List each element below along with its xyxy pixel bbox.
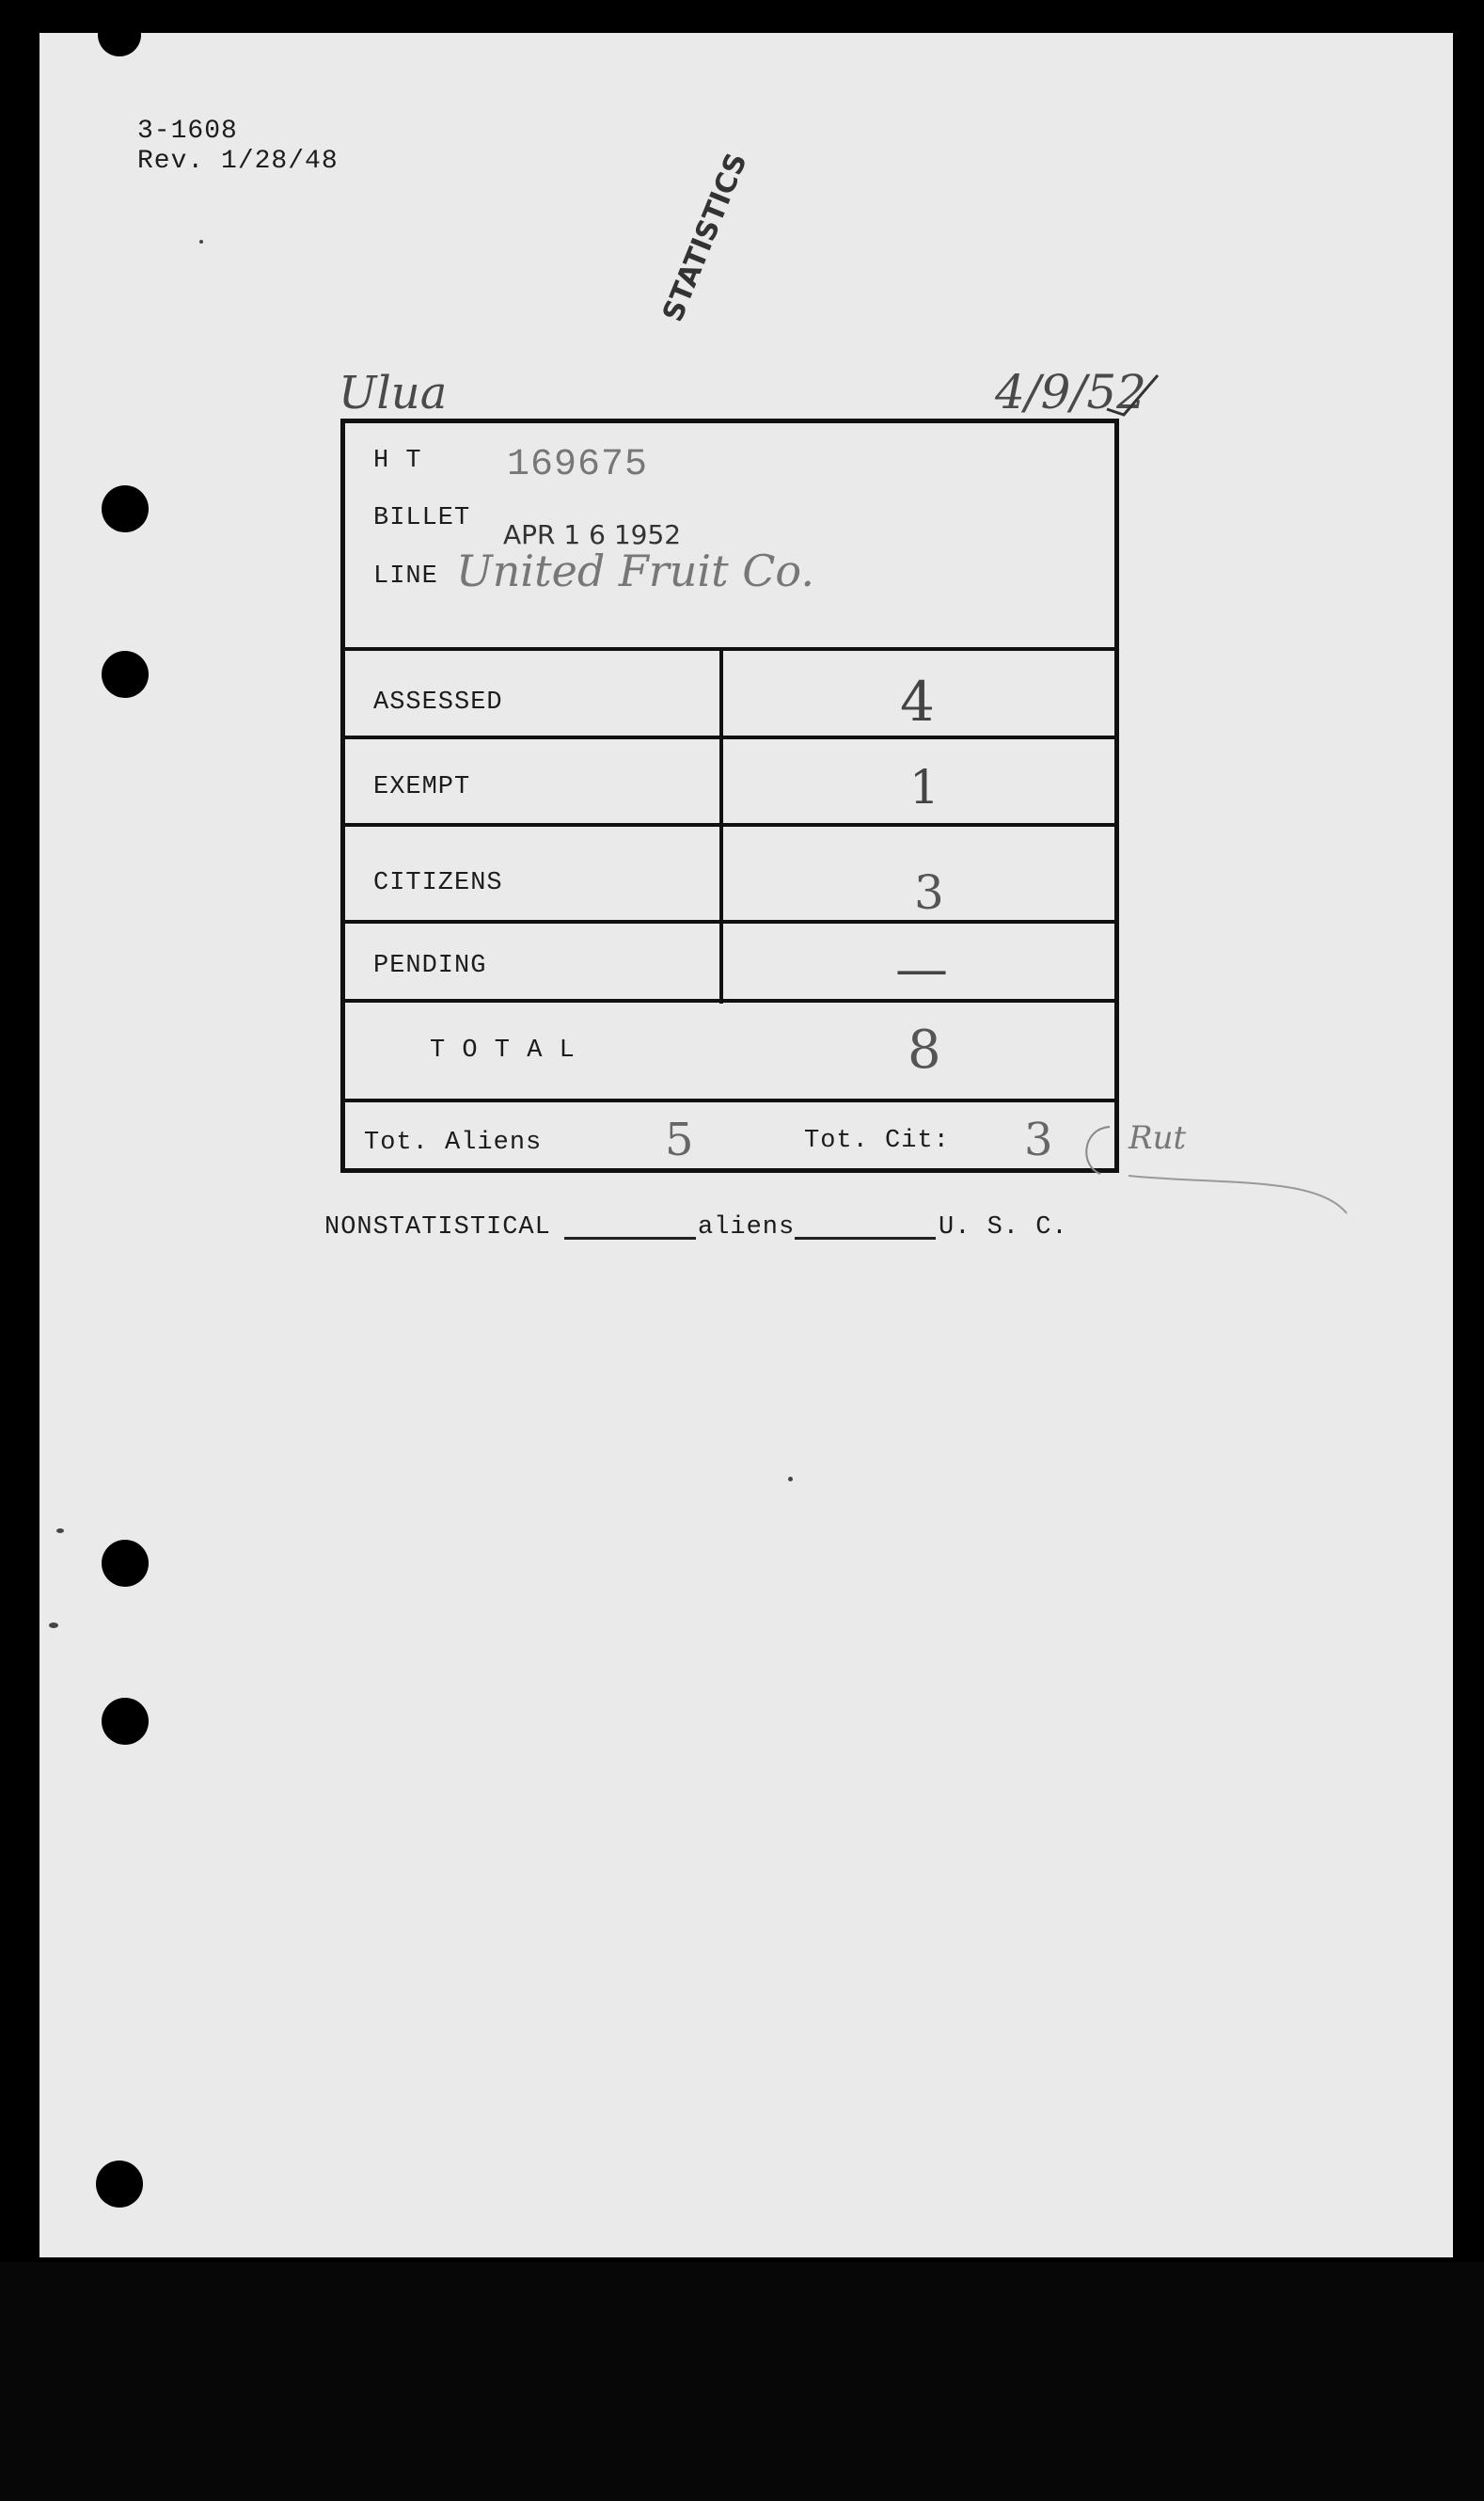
tot-cit-label: Tot. Cit: (804, 1127, 950, 1155)
nonstatistical-label: NONSTATISTICAL (324, 1213, 551, 1242)
punch-hole (102, 1540, 149, 1587)
vessel-name-handwriting: Ulua (339, 367, 448, 419)
billet-label: BILLET (373, 504, 471, 532)
speck (199, 240, 203, 244)
blank-line (795, 1237, 936, 1240)
statistics-form (340, 419, 1119, 1173)
statistics-stamp: STATISTICS (656, 149, 754, 326)
pending-value: — (895, 939, 948, 1000)
assessed-value: 4 (900, 670, 935, 734)
punch-hole (102, 651, 149, 698)
tot-aliens-label: Tot. Aliens (364, 1129, 543, 1157)
speck (788, 1477, 793, 1481)
divider (345, 736, 1114, 739)
tot-aliens-value: 5 (665, 1114, 694, 1166)
speck (49, 1622, 58, 1628)
citizens-value: 3 (914, 865, 944, 920)
scan-border (0, 2262, 1484, 2501)
ht-label: H T (373, 447, 422, 475)
revision-date: Rev. 1/28/48 (137, 147, 339, 176)
divider (345, 999, 1114, 1003)
total-value: 8 (908, 1020, 941, 1081)
blank-line (564, 1237, 696, 1240)
form-number: 3-1608 (137, 117, 238, 146)
divider (345, 1099, 1114, 1102)
total-label: T O T A L (430, 1037, 576, 1065)
date-stamp: APR 1 6 1952 (503, 519, 682, 550)
tot-cit-value: 3 (1024, 1114, 1053, 1166)
margin-note-curve (1072, 1119, 1364, 1223)
usc-label: U. S. C. (939, 1213, 1068, 1242)
punch-hole (96, 2161, 143, 2208)
divider (345, 647, 1114, 651)
speck (56, 1528, 64, 1533)
line-label: LINE (373, 562, 438, 591)
punch-hole (102, 1698, 149, 1745)
pending-label: PENDING (373, 952, 487, 980)
aliens-label: aliens (698, 1213, 796, 1242)
exempt-value: 1 (909, 760, 939, 815)
citizens-label: CITIZENS (373, 869, 503, 897)
punch-hole (102, 485, 149, 532)
margin-note-handwriting: Rut (1129, 1119, 1187, 1157)
divider (345, 920, 1114, 924)
assessed-label: ASSESSED (373, 689, 503, 717)
exempt-label: EXEMPT (373, 773, 471, 801)
punch-hole (98, 13, 141, 56)
ht-number: 169675 (507, 444, 649, 486)
date-checkmark (1105, 372, 1161, 419)
line-name-handwriting: United Fruit Co. (456, 546, 814, 596)
divider (345, 823, 1114, 827)
date-handwriting: 4/9/52 (995, 365, 1146, 419)
